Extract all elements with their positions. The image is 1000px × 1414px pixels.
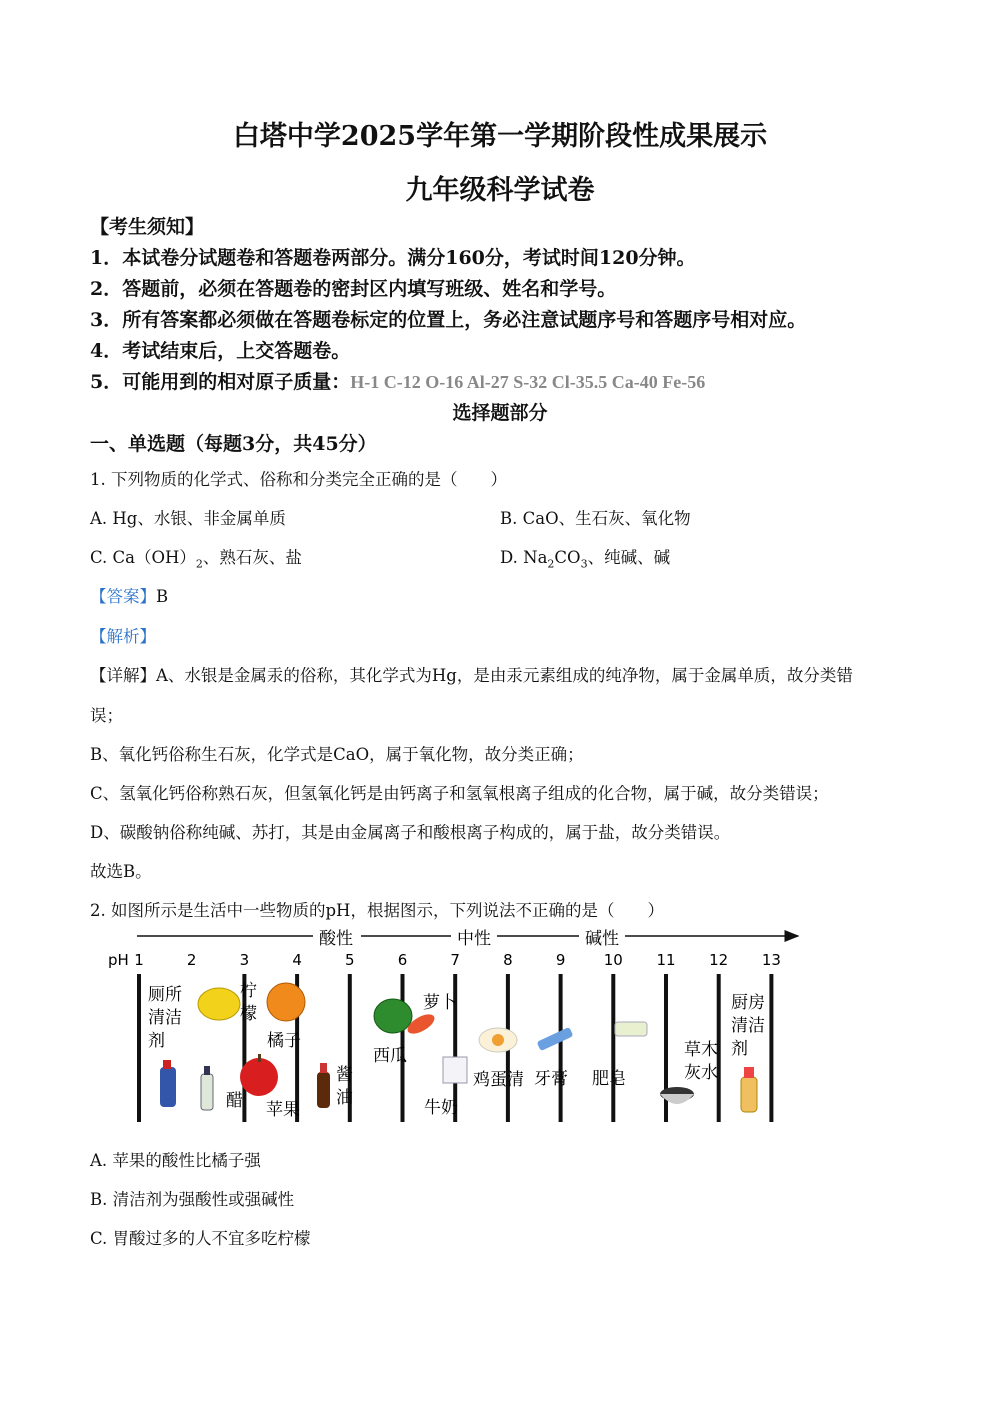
- kitchen-cleaner-icon: [741, 1067, 757, 1112]
- q1-stem: 1. 下列物质的化学式、俗称和分类完全正确的是（ ）: [90, 470, 507, 489]
- soap-icon: [615, 1022, 647, 1036]
- part-title: 一、单选题（每题3分，共45分）: [90, 433, 377, 455]
- substance-label-line: 橘子: [267, 1031, 301, 1051]
- q1-option-c-text: C. Ca（OH）: [90, 548, 196, 567]
- page-subtitle: 九年级科学试卷: [405, 175, 595, 206]
- substance-label-line: 苹果: [266, 1100, 300, 1120]
- atomic-masses: H-1 C-12 O-16 Al-27 S-32 Cl-35.5 Ca-40 Fe-56: [350, 372, 706, 392]
- q1-option-c: [90, 544, 302, 570]
- ph-tick-12: 12: [709, 951, 729, 969]
- substance-label-9: [473, 1070, 524, 1090]
- notice-item-4: 4．考试结束后，上交答题卷。: [90, 340, 351, 362]
- ph-tick-10: 10: [603, 951, 623, 969]
- q2-option-a: A. 苹果的酸性比橘子强: [90, 1151, 261, 1170]
- substance-label-line: 牙膏: [534, 1069, 568, 1089]
- ph-ticks: [134, 951, 781, 969]
- detail-c: C、氢氧化钙俗称熟石灰，但氢氧化钙是由钙离子和氢氧根离子组成的化合物，属于碱，故分类错误；: [90, 784, 829, 803]
- substance-label-line: 檬: [240, 1004, 257, 1024]
- notice-item-1: 1．本试卷分试题卷和答题卷两部分。满分160分，考试时间120分钟。: [90, 247, 696, 269]
- substance-label-line: 西瓜: [373, 1046, 407, 1066]
- ph-tick-13: 13: [761, 951, 781, 969]
- ph-tick-9: 9: [555, 951, 566, 969]
- detail-a-text: A、水银是金属汞的俗称，其化学式为Hg，是由汞元素组成的纯净物，属于金属单质，故分类错: [156, 666, 853, 685]
- q1-option-d-mid: CO: [554, 548, 581, 567]
- q1-conclusion: 故选B。: [90, 862, 152, 881]
- vinegar-icon: [201, 1066, 213, 1110]
- q1-option-c-sub: 2: [195, 557, 203, 571]
- q1-answer: [90, 583, 168, 607]
- detail-b: B、氧化钙俗称生石灰，化学式是CaO，属于氧化物，故分类正确；: [90, 745, 584, 764]
- page-title: 白塔中学2025学年第一学期阶段性成果展示: [232, 121, 768, 152]
- notice-item-2: 2．答题前，必须在答题卷的密封区内填写班级、姓名和学号。: [90, 278, 617, 300]
- substance-label-13: [731, 993, 765, 1059]
- ph-tick-3: 3: [239, 951, 250, 969]
- ph-tick-8: 8: [503, 951, 513, 969]
- q2-stem: 2. 如图所示是生活中一些物质的pH，根据图示，下列说法不正确的是（ ）: [90, 901, 664, 920]
- substance-label-line: 草木: [684, 1040, 718, 1060]
- q1-option-d-sub1: 2: [547, 557, 555, 571]
- substance-label-3: [267, 1030, 301, 1051]
- lemon-icon: [198, 988, 240, 1020]
- substance-label-line: 酱: [336, 1065, 353, 1085]
- q1-option-d-tail: 、纯碱、碱: [587, 548, 671, 567]
- q1-option-c-tail: 、熟石灰、盐: [202, 548, 302, 567]
- analysis-label: 【解析】: [90, 627, 156, 646]
- q1-option-d-text: D. Na: [500, 548, 548, 567]
- notice-heading: 【考生须知】: [90, 216, 205, 238]
- substance-label-line: 厕所: [148, 985, 182, 1005]
- substance-label-line: 肥皂: [592, 1069, 626, 1089]
- detail-d: D、碳酸钠俗称纯碱、苏打，其是由金属离子和酸根离子构成的，属于盐，故分类错误。: [90, 823, 731, 842]
- q1-option-a: A. Hg、水银、非金属单质: [90, 509, 286, 528]
- substance-label-line: 鸡蛋清: [473, 1070, 524, 1090]
- q1-option-d: [500, 544, 670, 570]
- notice-item-5-label: 5．可能用到的相对原子质量：: [90, 371, 351, 393]
- substance-label-line: 清洁: [731, 1016, 765, 1036]
- substance-label-7: [423, 992, 457, 1013]
- substance-label-line: 清洁: [148, 1008, 182, 1028]
- substance-label-line: 厨房: [731, 993, 765, 1013]
- substance-label-6: [373, 1046, 407, 1066]
- egg-white-icon: [479, 1028, 517, 1052]
- notice-item-3: 3．所有答案都必须做在答题卷标定的位置上，务必注意试题序号和答题序号相对应。: [90, 309, 807, 331]
- substance-label-line: 剂: [731, 1039, 748, 1059]
- substance-label-12: [684, 1040, 718, 1083]
- substance-label-2: [226, 1091, 243, 1111]
- ph-tick-1: 1: [134, 951, 144, 969]
- substance-label-line: 剂: [148, 1031, 165, 1051]
- detail-label: 【详解】: [90, 666, 156, 685]
- substance-label-line: 柠: [240, 981, 257, 1001]
- answer-value: B: [156, 587, 169, 606]
- ph-tick-7: 7: [450, 951, 460, 969]
- watermelon-icon: [374, 999, 412, 1033]
- soy-sauce-icon: [317, 1063, 330, 1108]
- region-neutral: 中性: [457, 929, 491, 949]
- region-basic: 碱性: [585, 929, 619, 949]
- substance-label-line: 萝卜: [423, 993, 457, 1013]
- substance-label-line: 灰水: [684, 1063, 718, 1083]
- ph-diagram: [95, 922, 815, 1132]
- q2-option-b: B. 清洁剂为强酸性或强碱性: [90, 1190, 295, 1209]
- detail-a-line2: 误；: [90, 706, 123, 725]
- q1-option-b: B. CaO、生石灰、氧化物: [500, 509, 691, 528]
- milk-icon: [443, 1057, 467, 1083]
- substance-label-0: [148, 985, 182, 1051]
- answer-label: 【答案】: [90, 587, 156, 606]
- q2-option-c: C. 胃酸过多的人不宜多吃柠檬: [90, 1229, 311, 1248]
- substance-label-4: [266, 1100, 300, 1120]
- substance-label-10: [534, 1069, 568, 1089]
- q1-option-d-sub2: 3: [580, 557, 588, 571]
- toothpaste-icon: [537, 1027, 574, 1051]
- region-acidic: 酸性: [319, 929, 353, 949]
- notice-item-5: [90, 367, 705, 394]
- toilet-cleaner-icon: [160, 1060, 176, 1107]
- ph-axis-label: pH: [108, 951, 129, 969]
- ph-tick-5: 5: [345, 951, 355, 969]
- substance-label-line: 醋: [226, 1091, 243, 1111]
- ph-tick-11: 11: [656, 951, 676, 969]
- substance-label-line: 牛奶: [424, 1098, 458, 1118]
- ph-tick-4: 4: [292, 951, 302, 969]
- detail-a-line1: [90, 662, 853, 686]
- substance-label-line: 油: [336, 1088, 353, 1108]
- section-title: 选择题部分: [452, 402, 548, 424]
- orange-icon: [267, 983, 305, 1021]
- ph-tick-2: 2: [186, 951, 197, 969]
- substance-label-8: [424, 1098, 458, 1118]
- substance-label-11: [592, 1069, 626, 1089]
- ph-tick-6: 6: [397, 951, 408, 969]
